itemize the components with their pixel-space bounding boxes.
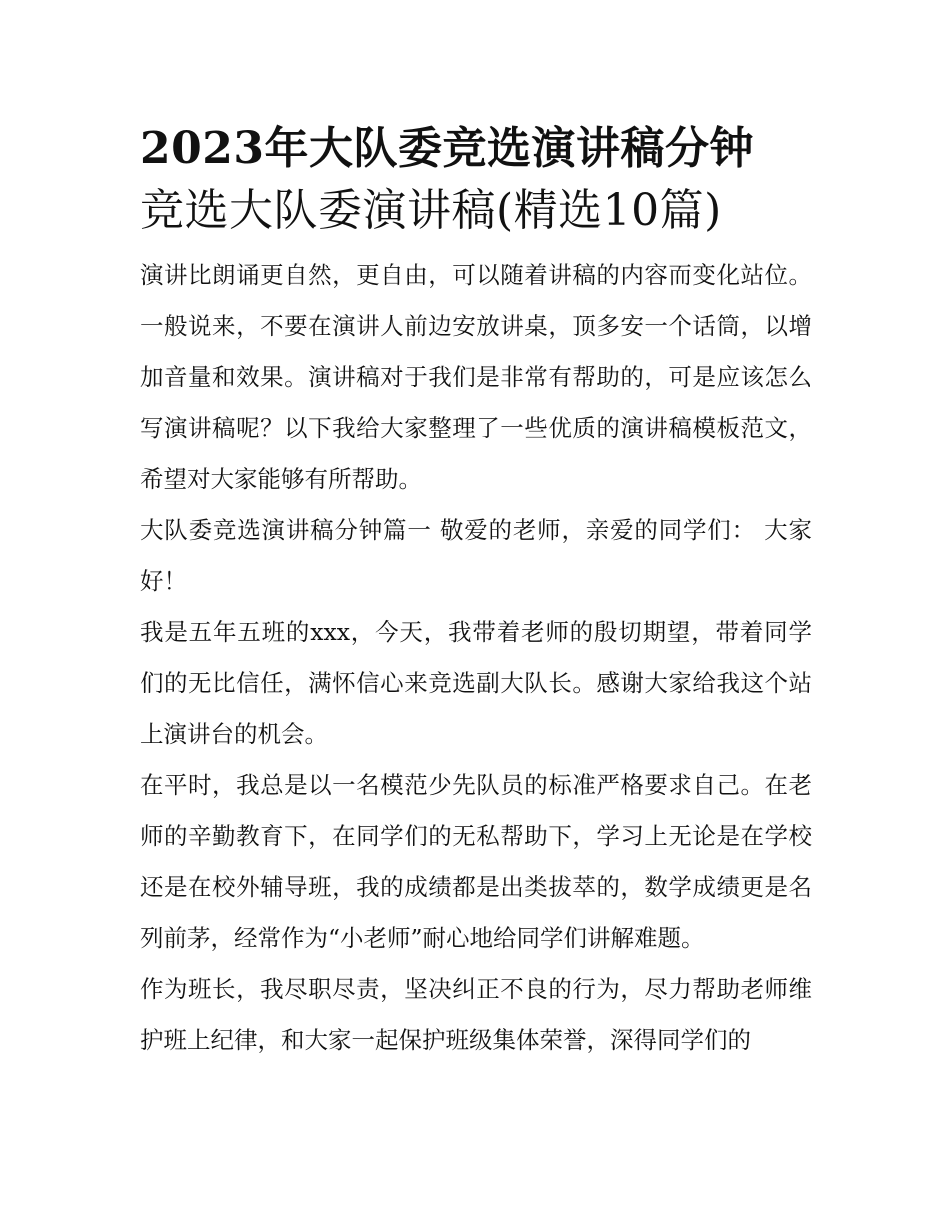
paragraph-intro: 演讲比朗诵更自然，更自由，可以随着讲稿的内容而变化站位。一般说来，不要在演讲人前边安放讲桌，顶多安一个话筒，以增加音量和效果。演讲稿对于我们是非常有帮助的，可是应该怎么写演讲稿呢？以下我给大家整理了一些优质的演讲稿模板范文，希望对大家能够有所帮助。 bbox=[140, 261, 812, 493]
paragraph-class-monitor: 作为班长，我尽职尽责，坚决纠正不良的行为，尽力帮助老师维护班上纪律，和大家一起保护班级集体荣誉，深得同学们的 bbox=[140, 975, 812, 1054]
paragraph-greeting: 大队委竞选演讲稿分钟篇一 敬爱的老师，亲爱的同学们： 大家好！ bbox=[140, 516, 812, 595]
document-title bbox=[140, 118, 812, 242]
document-title-line-2: 竞选大队委演讲稿(精选10篇) bbox=[140, 185, 722, 236]
document-title-line-1: 2023年大队委竞选演讲稿分钟 bbox=[140, 123, 754, 174]
paragraph-self-introduction: 我是五年五班的xxx，今天，我带着老师的殷切期望，带着同学们的无比信任，满怀信心来竞选副大队长。感谢大家给我这个站上演讲台的机会。 bbox=[140, 618, 812, 748]
document-content bbox=[140, 118, 812, 1066]
paragraph-study: 在平时，我总是以一名模范少先队员的标准严格要求自己。在老师的辛勤教育下，在同学们的无私帮助下，学习上无论是在学校还是在校外辅导班，我的成绩都是出类拔萃的，数学成绩更是名列前茅，经常作为“小老师”耐心地给同学们讲解难题。 bbox=[140, 771, 812, 952]
